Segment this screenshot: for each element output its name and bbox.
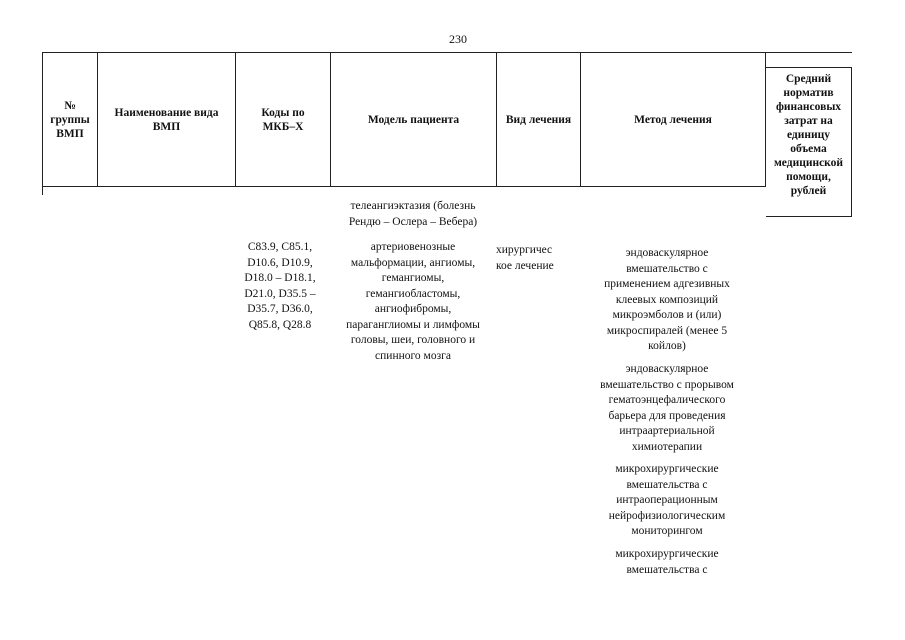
patient-model-continued: телеангиэктазия (болезнь Рендю – Ослера – Вебера) bbox=[348, 200, 478, 228]
treatment-method-4: микрохирургические вмешательства с bbox=[615, 548, 719, 576]
header-treatment-type-text: Вид лечения bbox=[505, 113, 572, 126]
header-vmp-name-text: Наименование вида ВМП bbox=[114, 106, 219, 133]
icd-codes-cell: C83.9, C85.1, D10.6, D10.9, D18.0 – D18.1, D21.0, D35.5 – D35.7, D36.0, Q85.8, Q28.8 bbox=[244, 241, 316, 331]
header-patient-model-text: Модель пациента bbox=[367, 113, 460, 126]
header-group-number bbox=[43, 53, 98, 187]
header-icd-codes-text: Коды по МКБ–X bbox=[261, 106, 305, 133]
treatment-method-2: эндоваскулярное вмешательство с прорывом гематоэнцефалического барьера для проведения интраартериальной химиотерапии bbox=[600, 363, 734, 453]
header-treatment-method-text: Метод лечения bbox=[634, 113, 712, 126]
header-average-cost-text: Средний норматив финансовых затрат на единицу объема медицинской помощи, рублей bbox=[773, 73, 844, 197]
table-header bbox=[42, 52, 852, 195]
header-treatment-method bbox=[581, 53, 766, 187]
header-icd-codes bbox=[236, 53, 331, 187]
treatment-type-cell: хирургичес кое лечение bbox=[496, 244, 554, 272]
header-vmp-name bbox=[98, 53, 236, 187]
patient-model-cell: артериовенозные мальформации, ангиомы, гемангиомы, гемангиобластомы, ангиофибромы, параганглиомы и лимфомы головы, шеи, головного и спинного мозга bbox=[346, 241, 480, 362]
header-treatment-type bbox=[497, 53, 581, 187]
header-group-number-text: № группы ВМП bbox=[50, 99, 90, 140]
treatment-method-3: микрохирургические вмешательства с интраоперационным нейрофизиологическим мониторингом bbox=[608, 463, 726, 537]
header-patient-model bbox=[331, 53, 497, 187]
page-number: 230 bbox=[449, 32, 467, 46]
treatment-method-1: эндоваскулярное вмешательство с применением адгезивных клеевых композиций микроэмболов и (или) микроспиралей (менее 5 койлов) bbox=[604, 247, 730, 352]
header-average-cost bbox=[766, 67, 852, 217]
